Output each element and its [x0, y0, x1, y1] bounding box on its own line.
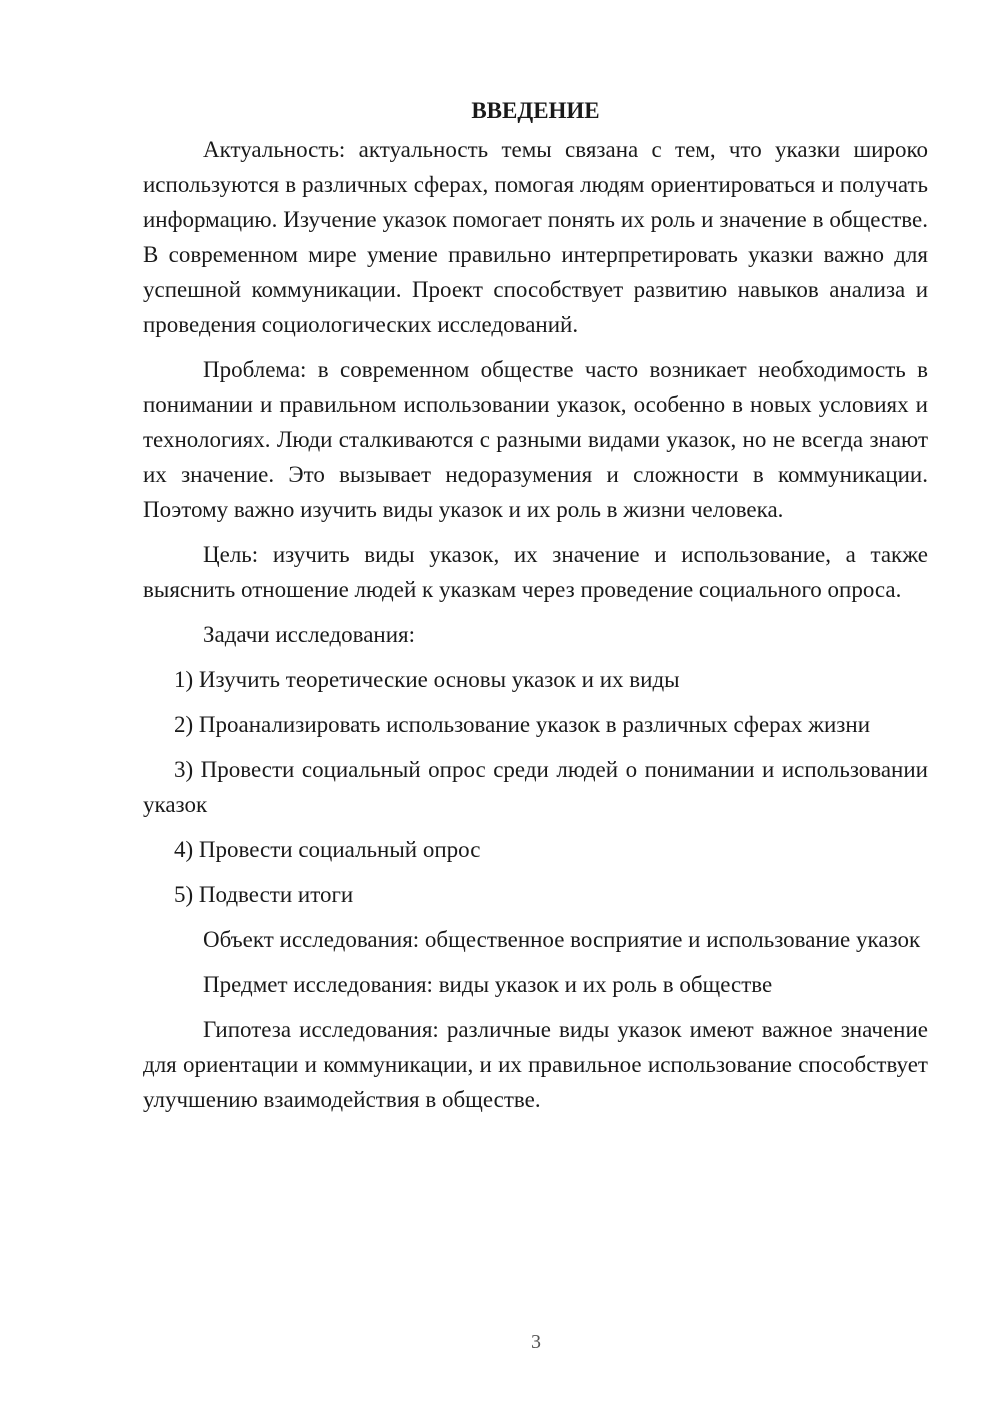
subject-paragraph: Предмет исследования: виды указок и их роль в обществе	[203, 972, 773, 997]
problem-paragraph: Проблема: в современном обществе часто возникает необходимость в понимании и правильном использовании указок, особенно в новых условиях и технологиях. Люди сталкиваются с разными видами указок, но не всегда знают их значение. Это вызывает недоразумения и сложности в коммуникации. Поэтому важно изучить виды указок и их роль в жизни человека.	[143, 357, 928, 522]
task-item-5: 5) Подвести итоги	[174, 882, 354, 907]
tasks-heading: Задачи исследования:	[203, 622, 416, 647]
page-title: ВВЕДЕНИЕ	[471, 98, 600, 123]
task-item-3: 3) Провести социальный опрос среди людей о понимании и использовании указок	[143, 757, 928, 817]
relevance-paragraph: Актуальность: актуальность темы связана с тем, что указки широко используются в различных сферах, помогая людям ориентироваться и получать информацию. Изучение указок помогает понять их роль и значение в обществе. В современном мире умение правильно интерпретировать указки важно для успешной коммуникации. Проект способствует развитию навыков анализа и проведения социологических исследований.	[143, 137, 928, 337]
goal-paragraph: Цель: изучить виды указок, их значение и использование, а также выяснить отношение людей к указкам через проведение социального опроса.	[143, 542, 928, 602]
task-item-2: 2) Проанализировать использование указок в различных сферах жизни	[174, 712, 871, 737]
task-item-4: 4) Провести социальный опрос	[174, 837, 481, 862]
task-item-1: 1) Изучить теоретические основы указок и их виды	[174, 667, 680, 692]
hypothesis-paragraph: Гипотеза исследования: различные виды указок имеют важное значение для ориентации и коммуникации, и их правильное использование способствует улучшению взаимодействия в обществе.	[143, 1017, 928, 1112]
page-number: 3	[531, 1331, 541, 1353]
object-paragraph: Объект исследования: общественное восприятие и использование указок	[203, 927, 921, 952]
page-content	[143, 93, 928, 1127]
